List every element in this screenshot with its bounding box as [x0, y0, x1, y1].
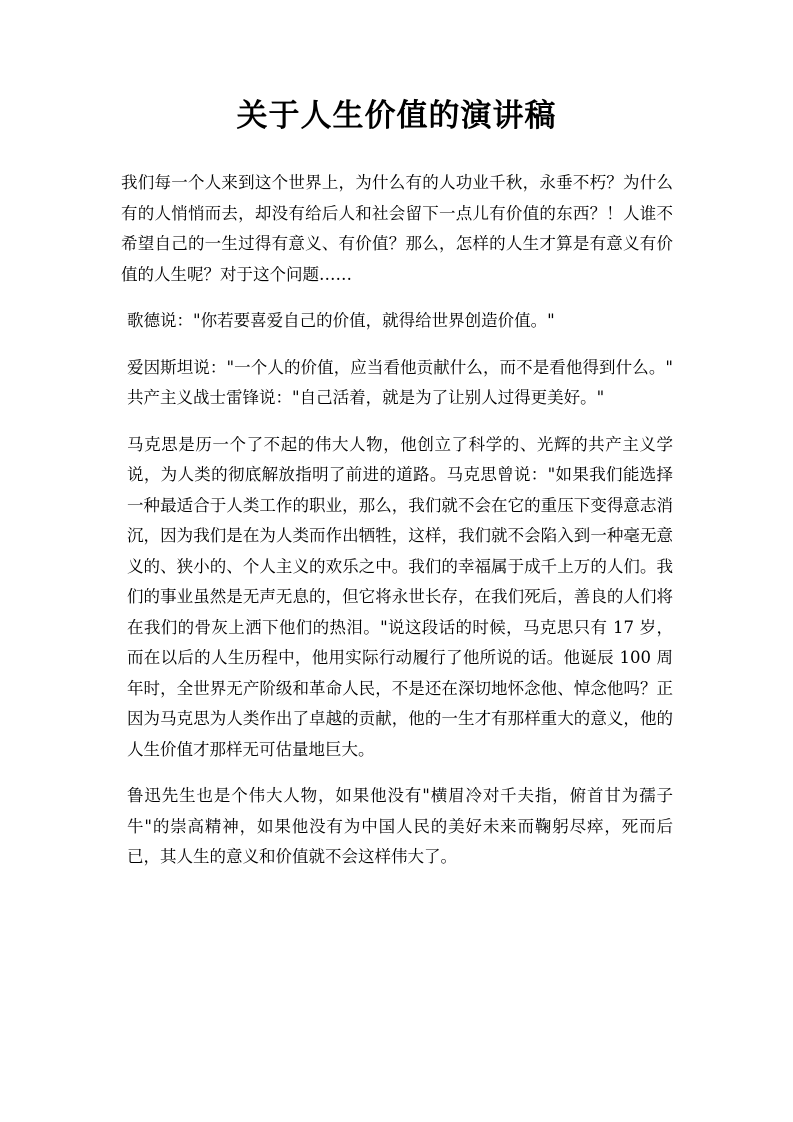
paragraph-luxun: 鲁迅先生也是个伟大人物，如果他没有"横眉冷对千夫指，俯首甘为孺子牛"的崇高精神，如果他没有为中国人民的美好未来而鞠躬尽瘁，死而后已，其人生的意义和价值就不会这样伟大了。 — [127, 786, 673, 866]
document-title: 关于人生价值的演讲稿 — [236, 98, 557, 134]
paragraph-intro: 我们每一个人来到这个世界上，为什么有的人功业千秋，永垂不朽？为什么有的人悄悄而去，却没有给后人和社会留下一点儿有价值的东西？！人谁不希望自己的一生过得有意义、有价值？那么，怎样的人生才算是有意义有价值的人生呢？对于这个问题…… — [121, 173, 673, 284]
paragraph-einstein-leifeng-quote: 爱因斯坦说："一个人的价值，应当看他贡献什么，而不是看他得到什么。" 共产主义战士雷锋说："自己活着，就是为了让别人过得更美好。" — [127, 357, 673, 407]
document-body — [121, 168, 673, 889]
paragraph-marx: 马克思是历一个了不起的伟大人物，他创立了科学的、光辉的共产主义学说，为人类的彻底解放指明了前进的道路。马克思曾说："如果我们能选择一种最适合于人类工作的职业，那么，我们就不会在它的重压下变得意志消沉，因为我们是在为人类而作出牺牲，这样，我们就不会陷入到一种毫无意义的、狭小的、个人主义的欢乐之中。我们的幸福属于成千上万的人们。我们的事业虽然是无声无息的，但它将永世长存，在我们死后，善良的人们将在我们的骨灰上洒下他们的热泪。"说这段话的时候，马克思只有 17 岁，而在以后的人生历程中，他用实际行动履行了他所说的话。他诞辰 100 周年时，全世界无产阶级和革命人民，不是还在深切地怀念他、悼念他吗？正因为马克思为人类作出了卓越的贡献，他的一生才有那样重大的意义，他的人生价值才那样无可估量地巨大。 — [127, 434, 673, 759]
paragraph-goethe-quote: 歌德说："你若要喜爱自己的价值，就得给世界创造价值。" — [127, 311, 555, 330]
